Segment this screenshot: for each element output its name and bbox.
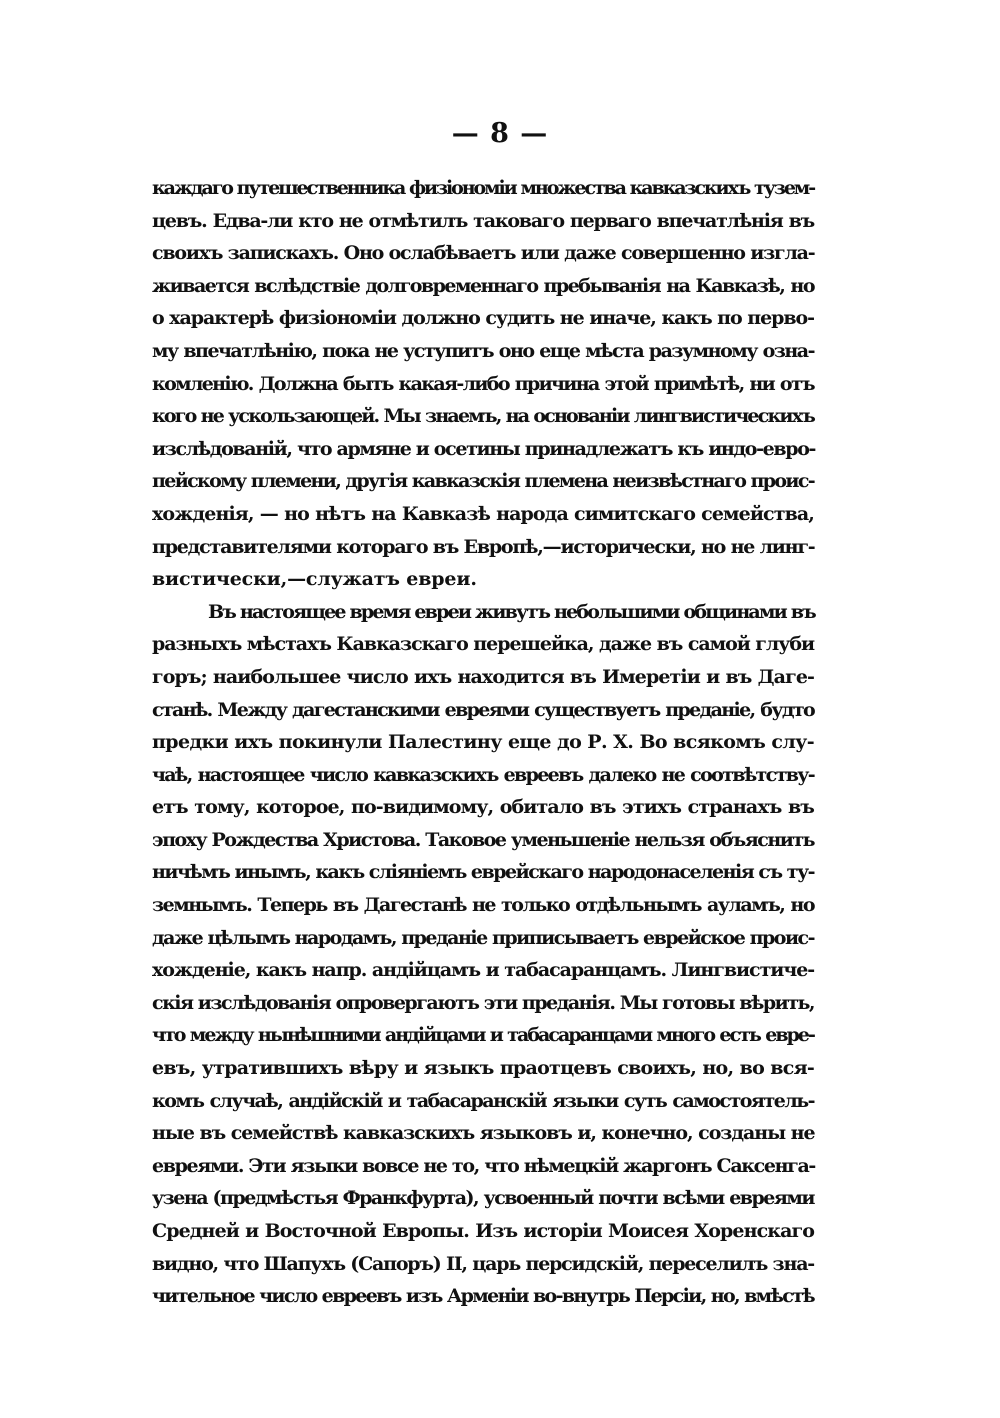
text-line: горъ; наибольшее число ихъ находится въ Имеретіи и въ Даге- bbox=[152, 665, 814, 688]
paragraph-2 bbox=[152, 596, 814, 1313]
text-line: представителями котораго въ Европѣ,—исторически, но не линг- bbox=[152, 535, 815, 558]
text-line: о характерѣ физіономіи должно судить не иначе, какъ по перво- bbox=[152, 307, 814, 330]
paragraph-1 bbox=[152, 172, 814, 596]
text-line: разныхъ мѣстахъ Кавказскаго перешейка, даже въ самой глуби bbox=[152, 633, 815, 656]
text-line: предки ихъ покинули Палестину еще до Р. Х. Во всякомъ слу- bbox=[152, 731, 814, 754]
text-line: хожденія, — но нѣтъ на Кавказѣ народа симитскаго семейства, bbox=[152, 502, 814, 525]
text-line: станѣ. Между дагестанскими евреями существуетъ преданіе, будто bbox=[152, 698, 814, 721]
text-line: етъ тому, которое, по-видимому, обитало въ этихъ странахъ въ bbox=[152, 796, 814, 819]
page-number: — 8 — bbox=[451, 118, 549, 149]
text-line: евреями. Эти языки вовсе не то, что нѣмецкій жаргонъ Саксенга- bbox=[152, 1154, 815, 1177]
text-line: Въ настоящее время евреи живутъ небольшими общинами въ bbox=[208, 600, 815, 623]
text-line: комленію. Должна быть какая-либо причина этой примѣтѣ, ни отъ bbox=[152, 372, 814, 395]
text-line: земнымъ. Теперь въ Дагестанѣ не только отдѣльнымъ ауламъ, но bbox=[152, 894, 814, 917]
text-line: узена (предмѣстья Франкфурта), усвоенный почти всѣми евреями bbox=[152, 1187, 814, 1210]
text-line: эпоху Рождества Христова. Таковое уменьшеніе нельзя объяснить bbox=[152, 828, 814, 851]
text-line: хожденіе, какъ напр. андійцамъ и табасаранцамъ. Лингвистиче- bbox=[152, 959, 815, 982]
text-line: комъ случаѣ, андійскій и табасаранскій языки суть самостоятель- bbox=[152, 1089, 814, 1112]
body-text bbox=[152, 172, 814, 1313]
text-line: пейскому племени, другія кавказскія племена неизвѣстнаго проис- bbox=[152, 470, 814, 493]
text-line: даже цѣлымъ народамъ, преданіе приписываетъ еврейское проис- bbox=[152, 926, 814, 949]
text-line: ничѣмъ инымъ, какъ сліяніемъ еврейскаго народонаселенія съ ту- bbox=[152, 861, 814, 884]
text-line: видно, что Шапухъ (Сапоръ) II, царь персидскій, переселилъ зна- bbox=[152, 1252, 814, 1275]
text-line: кого не ускользающей. Мы знаемъ, на основаніи лингвистическихъ bbox=[152, 405, 814, 428]
text-line: ные въ семействѣ кавказскихъ языковъ и, конечно, созданы не bbox=[152, 1122, 815, 1145]
text-line: цевъ. Едва-ли кто не отмѣтилъ таковаго перваго впечатлѣнія въ bbox=[152, 209, 814, 232]
text-line: скія изслѣдованія опровергаютъ эти преданія. Мы готовы вѣрить, bbox=[152, 991, 814, 1014]
text-line: вистически,—служатъ евреи. bbox=[152, 568, 477, 591]
text-line: изслѣдованій, что армяне и осетины принадлежатъ къ индо-евро- bbox=[152, 437, 816, 460]
text-line: евъ, утратившихъ вѣру и языкъ праотцевъ своихъ, но, во вся- bbox=[152, 1057, 814, 1080]
text-line: своихъ запискахъ. Оно ослабѣваетъ или даже совершенно изгла- bbox=[152, 242, 815, 265]
text-line: чительное число евреевъ изъ Арменіи во-внутрь Персіи, но, вмѣстѣ bbox=[152, 1285, 814, 1308]
text-line: Средней и Восточной Европы. Изъ исторіи Моисея Хоренскаго bbox=[152, 1220, 814, 1242]
text-line: му впечатлѣнію, пока не уступитъ оно еще мѣста разумному озна- bbox=[152, 339, 814, 362]
text-line: живается вслѣдствіе долговременнаго пребыванія на Кавказѣ, но bbox=[152, 274, 814, 297]
text-line: что между нынѣшними андійцами и табасаранцами много есть евре- bbox=[152, 1024, 814, 1047]
text-line: чаѣ, настоящее число кавказскихъ евреевъ далеко не соотвѣтству- bbox=[152, 763, 814, 786]
text-line: каждаго путешественника физіономіи множества кавказскихъ тузем- bbox=[152, 177, 814, 199]
